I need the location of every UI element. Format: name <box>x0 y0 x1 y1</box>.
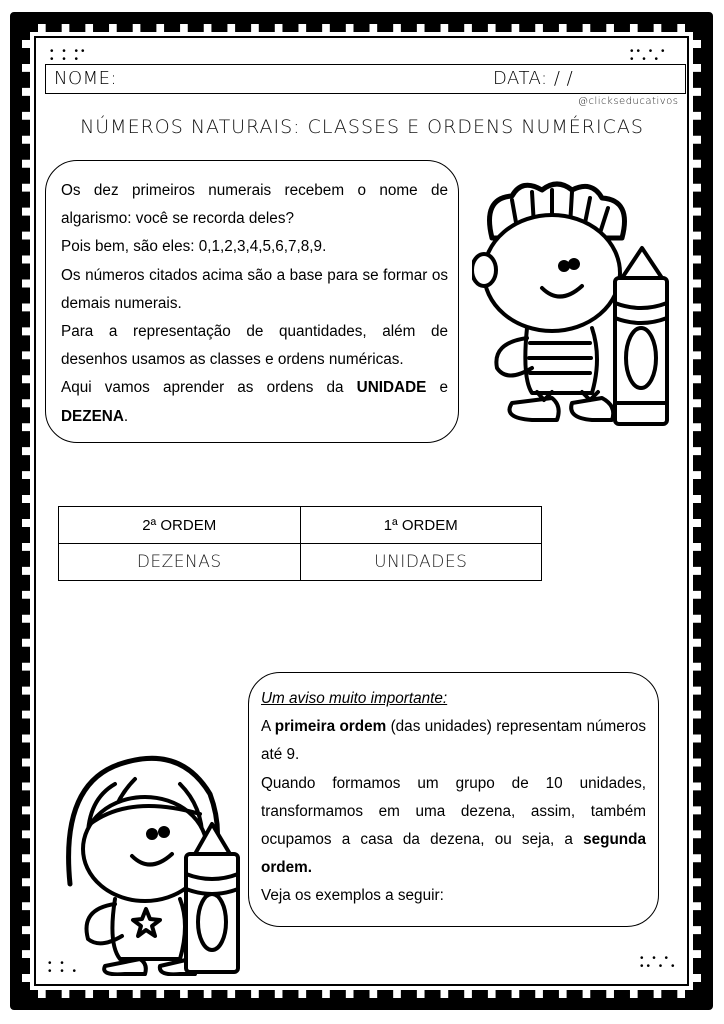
girl-with-crayon-illustration <box>60 744 245 976</box>
decor-dots: •• • • • • • <box>630 46 668 65</box>
page-title: NÚMEROS NATURAIS: CLASSES E ORDENS NUMÉRICAS <box>80 116 644 138</box>
decor-dots: • • • • • <box>48 958 80 977</box>
decor-dots: • • • •• • • <box>640 953 678 972</box>
name-label[interactable]: NOME: <box>54 68 118 89</box>
boy-with-crayon-illustration <box>472 178 670 428</box>
table-header-cell: 1ª ORDEM <box>300 507 542 544</box>
orders-table <box>58 506 542 581</box>
intro-box <box>45 160 459 443</box>
intro-paragraph: Os dez primeiros numerais recebem o nome de algarismo: você se recorda deles? <box>61 182 448 228</box>
table-value-cell: DEZENAS <box>59 544 301 581</box>
table-value-cell: UNIDADES <box>300 544 542 581</box>
table-header-cell: 2ª ORDEM <box>59 507 301 544</box>
name-date-header <box>45 64 686 94</box>
notice-heading: Um aviso muito importante: <box>261 690 448 707</box>
intro-paragraph: Pois bem, são eles: 0,1,2,3,4,5,6,7,8,9. <box>61 238 327 256</box>
credit-text: @clickseducativos <box>578 96 679 107</box>
notice-paragraph: A primeira ordem (das unidades) representam números até 9. <box>261 718 646 764</box>
decor-dots: • • •• • • • <box>50 46 88 65</box>
intro-paragraph: Para a representação de quantidades, além de desenhos usamos as classes e ordens numéricas. <box>61 323 448 369</box>
notice-box <box>248 672 659 927</box>
notice-paragraph: Quando formamos um grupo de 10 unidades, transformamos em uma dezena, assim, também ocupamos a casa da dezena, ou seja, a segunda ordem. <box>261 774 646 877</box>
intro-paragraph: Os números citados acima são a base para se formar os demais numerais. <box>61 266 448 312</box>
date-label[interactable]: DATA: / / <box>493 68 574 89</box>
notice-paragraph: Veja os exemplos a seguir: <box>261 887 444 905</box>
intro-paragraph: Aqui vamos aprender as ordens da UNIDADE e DEZENA. <box>61 379 448 425</box>
